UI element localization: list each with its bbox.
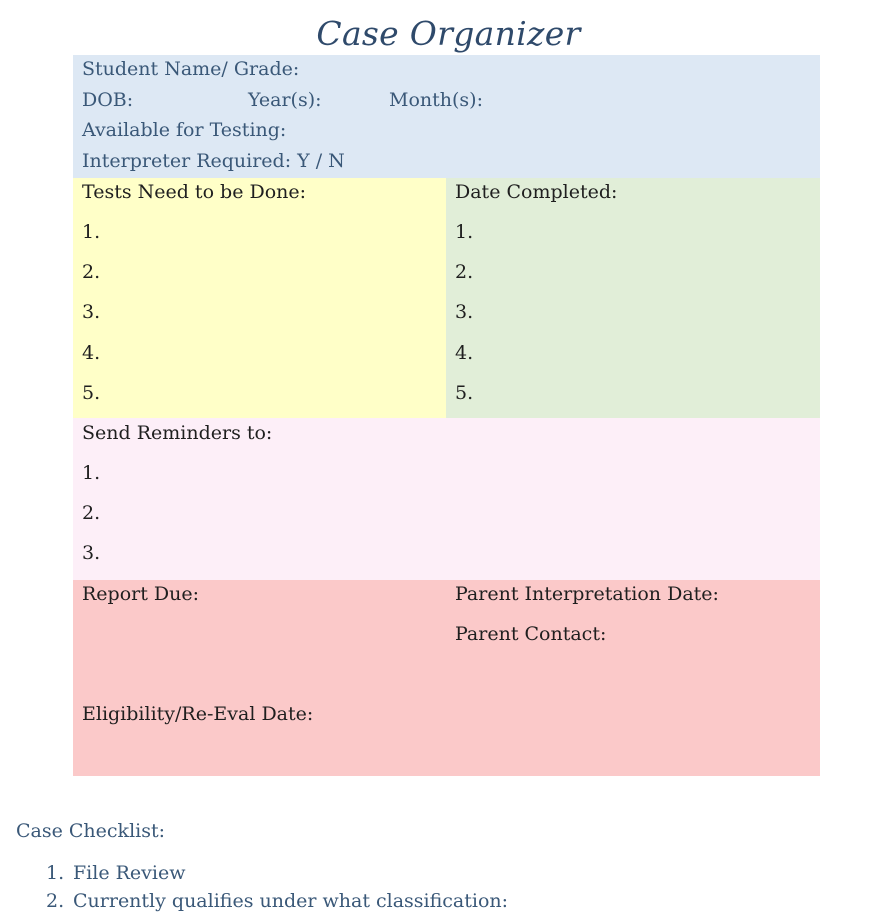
student-name-grade-label: Student Name/ Grade: <box>82 58 300 80</box>
date-completed-section <box>446 178 820 418</box>
years-label: Year(s): <box>248 89 322 111</box>
list-item: 1. <box>82 462 101 484</box>
date-completed-header: Date Completed: <box>455 181 618 203</box>
list-item: 2. <box>82 502 101 524</box>
parent-interpretation-date-label: Parent Interpretation Date: <box>455 583 719 605</box>
list-item-label: Currently qualifies under what classification: <box>73 890 509 912</box>
list-item-number: 1. <box>46 862 65 884</box>
reminders-section <box>73 418 820 580</box>
list-item: 3. <box>82 542 101 564</box>
available-for-testing-label: Available for Testing: <box>82 119 287 141</box>
parent-contact-label: Parent Contact: <box>455 623 607 645</box>
list-item: 1. <box>455 221 474 243</box>
list-item-number: 2. <box>46 890 65 912</box>
list-item: 4. <box>455 342 474 364</box>
report-due-label: Report Due: <box>82 583 200 605</box>
list-item: 3. <box>455 301 474 323</box>
page-title: Case Organizer <box>316 14 581 53</box>
list-item: 5. <box>455 382 474 404</box>
tests-section <box>73 178 446 418</box>
report-section <box>73 580 820 776</box>
list-item: 2. <box>455 261 474 283</box>
tests-header: Tests Need to be Done: <box>82 181 307 203</box>
eligibility-reeval-date-label: Eligibility/Re-Eval Date: <box>82 703 314 725</box>
list-item: 1. <box>82 221 101 243</box>
list-item: 3. <box>82 301 101 323</box>
list-item: 2. <box>82 261 101 283</box>
list-item: 5. <box>82 382 101 404</box>
interpreter-required-label: Interpreter Required: Y / N <box>82 150 345 172</box>
dob-label: DOB: <box>82 89 134 111</box>
months-label: Month(s): <box>389 89 483 111</box>
list-item-label: File Review <box>73 862 186 884</box>
student-info-section <box>73 55 820 178</box>
reminders-header: Send Reminders to: <box>82 422 273 444</box>
case-checklist-heading: Case Checklist: <box>16 820 166 842</box>
list-item: 4. <box>82 342 101 364</box>
